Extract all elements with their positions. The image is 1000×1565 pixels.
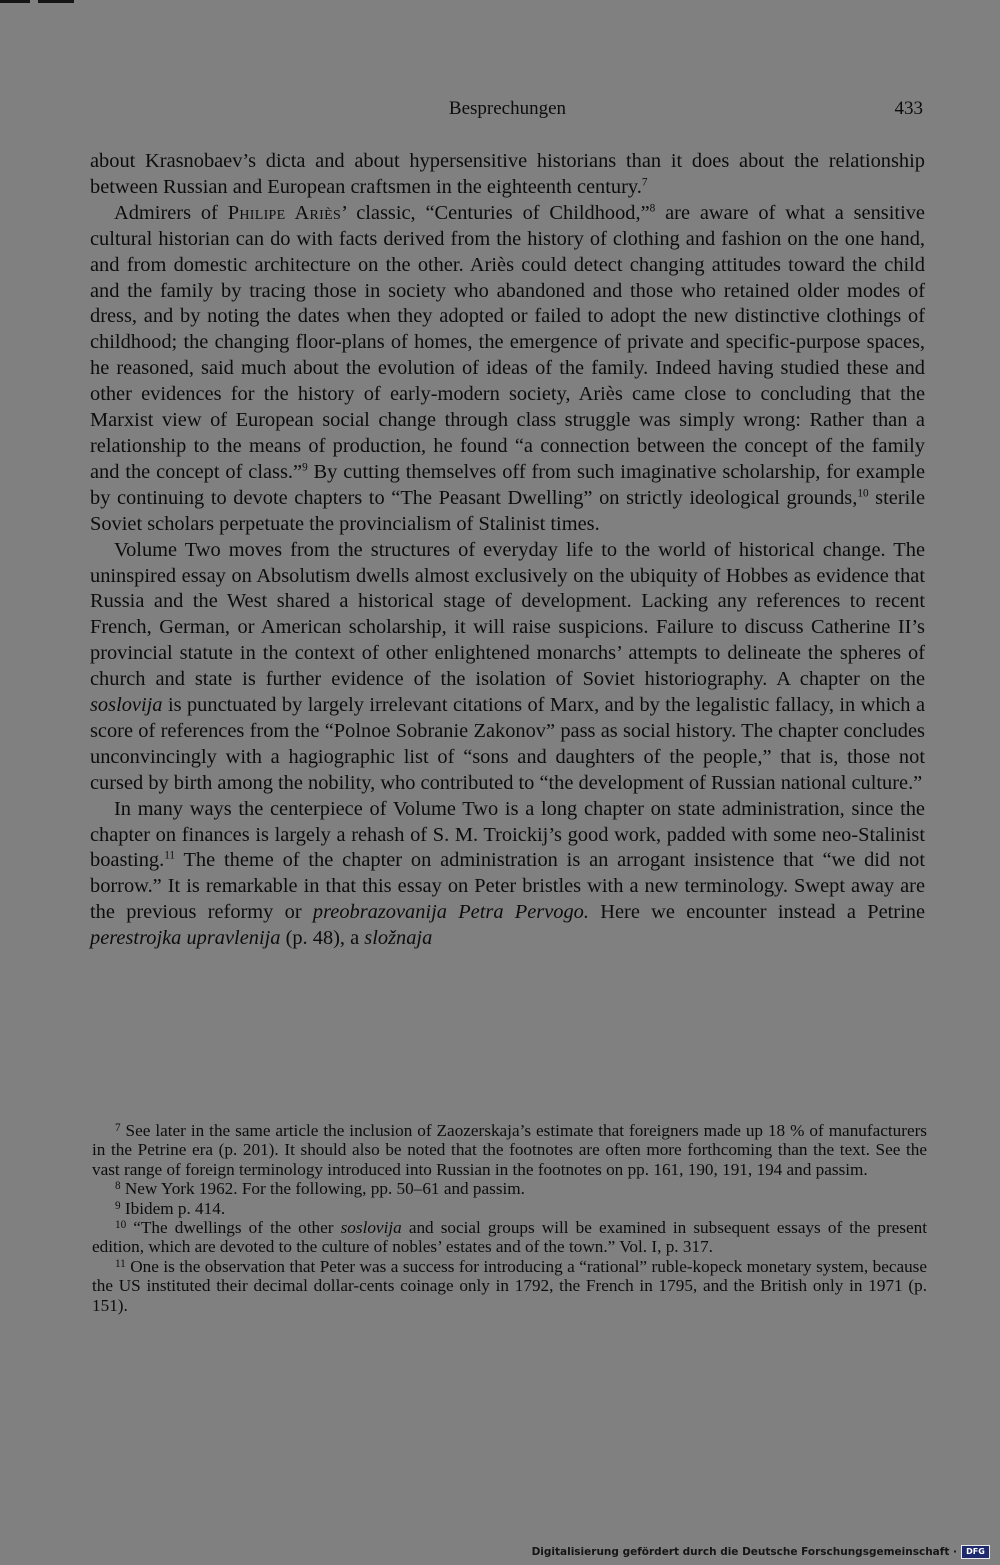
digitization-credit xyxy=(532,1545,990,1559)
body-text xyxy=(90,149,925,952)
footnote-number: 9 xyxy=(115,1199,121,1212)
paragraph xyxy=(90,149,925,201)
paragraph-text: are aware of what a sensitive cultural historian can do with facts derived from the history of clothing and fashion on the one hand, and from domestic architecture on the other. Ariès could detect changing attitudes toward the child and the family by tracing those in society who abandoned and those who retained older modes of dress, and by noting the dates when they adopted or failed to adopt the new distinctive clothings of childhood; the changing floor-plans of homes, the emergence of private and specific-purpose spaces, he reasoned, said much about the evolution of ideas of the family. Indeed having studied these and other evidences for the history of early-modern society, Ariès came close to concluding that the Marxist view of European social change through class struggle was simply wrong: Rather than a relationship to the means of production, he found “a connection between the concept of the family and the concept of class.” xyxy=(90,201,925,483)
footnote-number: 11 xyxy=(115,1257,126,1270)
paragraph-text: sterile Soviet scholars perpetuate the provincialism of Stalinist times. xyxy=(90,486,925,535)
paragraph xyxy=(90,201,925,538)
footnote-number: 10 xyxy=(115,1219,127,1232)
dfg-logo-icon: DFG xyxy=(961,1545,990,1559)
footnote-text: Ibidem p. 414. xyxy=(120,1198,226,1218)
footnote xyxy=(92,1121,927,1179)
paragraph-text: The theme of the chapter on administration is an arrogant insistence that “we did not borrow.” It is remarkable in that this essay on Peter bristles with a new terminology. Swept away are the previous reformy or xyxy=(90,849,925,924)
document-page xyxy=(90,96,925,952)
italic-term: perestrojka upravlenija xyxy=(90,927,281,950)
paragraph-text: ’ classic, “Centuries of Childhood,” xyxy=(341,201,650,224)
italic-term: soslovija xyxy=(340,1218,402,1238)
footnotes xyxy=(92,1121,927,1315)
footnote-number: 7 xyxy=(115,1121,121,1134)
italic-term: soslovija xyxy=(90,694,163,717)
footnote xyxy=(92,1257,927,1315)
footnote-number: 8 xyxy=(115,1180,121,1193)
footnote-ref: 9 xyxy=(302,461,308,474)
author-name: Philipe Ariès xyxy=(227,201,342,224)
paragraph xyxy=(90,538,925,797)
running-head xyxy=(90,96,925,126)
paragraph-text: By cutting themselves off from such imaginative scholarship, for example by continuing to devote chapters to “The Peasant Dwelling” on strictly ideological grounds, xyxy=(90,460,926,509)
paragraph xyxy=(90,797,925,952)
footnote-text: “The dwellings of the other xyxy=(126,1218,341,1238)
credit-text: Digitalisierung gefördert durch die Deutsche Forschungsgemeinschaft · xyxy=(531,1546,957,1558)
footnote-text: One is the observation that Peter was a success for introducing a “rational” ruble-kopeck monetary system, because the US instituted their decimal dollar-cents coinage only in 1792, the French in 1795, and the British only in 1971 (p. 151). xyxy=(92,1256,927,1315)
footnote-text: and social groups will be examined in subsequent essays of the present edition, which are devoted to the culture of nobles’ estates and of the town.” Vol. I, p. 317. xyxy=(92,1218,927,1257)
scan-edge-mark xyxy=(0,0,30,3)
scan-edge-mark xyxy=(38,0,74,3)
footnote xyxy=(92,1179,927,1198)
paragraph-text: is punctuated by largely irrelevant citations of Marx, and by the legalistic fallacy, in which a score of references from the “Polnoe Sobranie Zakonov” pass as social history. The chapter concludes unconvincingly with a hagiographic list of “sons and daughters of the people,” that is, those not cursed by birth among the nobility, who contributed to “the development of Russian national culture.” xyxy=(90,694,925,794)
italic-term: preobrazovanija Petra Pervogo. xyxy=(312,901,589,924)
paragraph-text: Here we encounter instead a Petrine xyxy=(588,901,925,924)
footnote-ref: 7 xyxy=(641,176,648,189)
paragraph-text: (p. 48), a xyxy=(280,927,365,950)
paragraph-text: In many ways the centerpiece of Volume Two is a long chapter on state administration, since the chapter on finances is largely a rehash of S. M. Troickij’s good work, padded with some neo-Stalinist boasting. xyxy=(90,797,925,872)
footnote-text: See later in the same article the inclusion of Zaozerskaja’s estimate that foreigners made up 18 % of manufacturers in the Petrine era (p. 201). It should also be noted that the footnotes are often more forthcoming than the text. See the vast range of foreign terminology introduced into Russian in the footnotes on pp. 161, 190, 191, 194 and passim. xyxy=(92,1121,927,1179)
italic-term: složnaja xyxy=(364,927,433,950)
paragraph-text: about Krasnobaev’s dicta and about hypersensitive historians than it does about the relationship between Russian and European craftsmen in the eighteenth century. xyxy=(90,150,925,198)
footnote-ref: 11 xyxy=(164,850,176,863)
footnote-text: New York 1962. For the following, pp. 50–61 and passim. xyxy=(120,1179,525,1199)
footnote xyxy=(92,1199,927,1218)
paragraph-text: Admirers of xyxy=(114,201,228,224)
footnote-ref: 8 xyxy=(649,202,656,215)
paragraph-text: Volume Two moves from the structures of everyday life to the world of historical change. The uninspired essay on Absolutism dwells almost exclusively on the ubiquity of Hobbes as evidence that Russia and the West shared a historical stage of development. Lacking any references to recent French, German, or American scholarship, it will raise suspicions. Failure to discuss Catherine II’s provincial statute in the context of other enlightened monarchs’ attempts to delineate the spheres of church and state is further evidence of the isolation of Soviet historiography. A chapter on the xyxy=(90,538,925,691)
footnote-ref: 10 xyxy=(857,487,869,500)
running-head-title: Besprechungen xyxy=(448,98,567,119)
footnote xyxy=(92,1218,927,1257)
page-number: 433 xyxy=(894,98,923,119)
